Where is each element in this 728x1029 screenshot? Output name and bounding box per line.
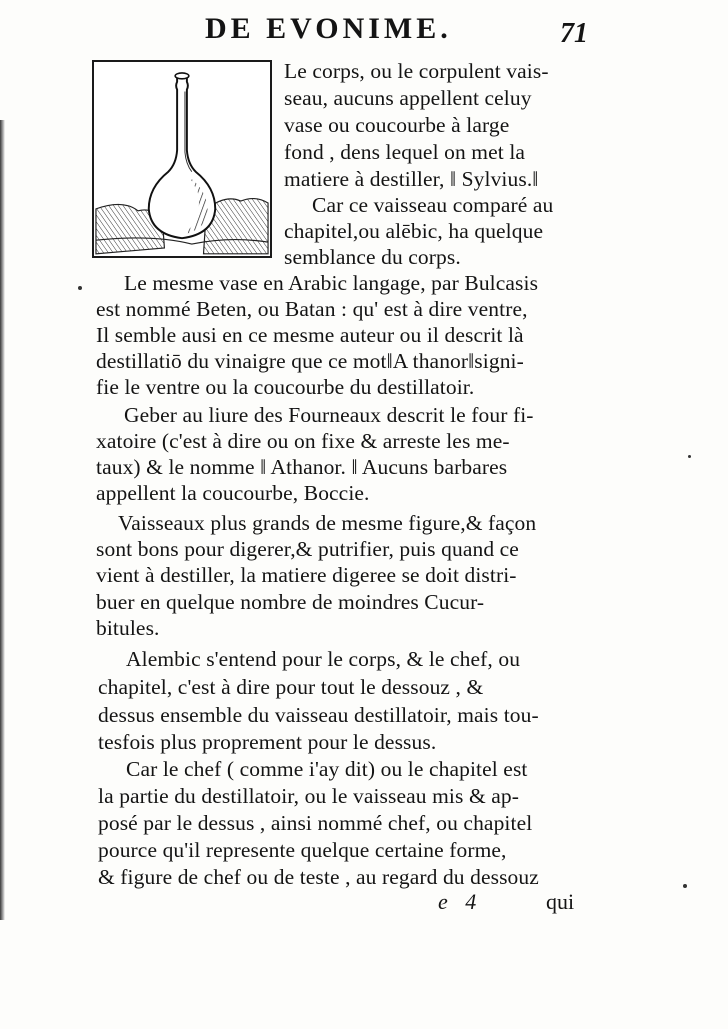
text-line: la partie du destillatoir, ou le vaisseau mis & ap- <box>98 784 519 808</box>
text-line: chapitel,ou alēbic, ha quelque <box>284 219 544 243</box>
text-line: buer en quelque nombre de moindres Cucur- <box>96 590 485 614</box>
text-line: fie le ventre ou la coucourbe du destillatoir. <box>96 375 475 399</box>
text-line: Alembic s'entend pour le corps, & le chef, ou <box>126 647 521 671</box>
text-line: matiere à destiller, ‖ Sylvius.‖ <box>284 167 539 191</box>
text-line: destillatiō du vinaigre que ce mot‖A thanor‖signi- <box>96 349 524 373</box>
text-line: est nommé Beten, ou Batan : qu' est à dire ventre, <box>96 297 528 321</box>
text-line: fond , dens lequel on met la <box>284 140 526 164</box>
flask-cucurbit-woodcut-icon <box>92 60 272 258</box>
text-line: seau, aucuns appellent celuy <box>284 86 532 110</box>
text-line: semblance du corps. <box>284 245 461 269</box>
text-line: sont bons pour digerer,& putrifier, puis quand ce <box>96 537 519 561</box>
text-line: dessus ensemble du vaisseau destillatoir, mais tou- <box>98 703 539 727</box>
text-line: xatoire (c'est à dire ou on fixe & arreste les me- <box>96 429 510 453</box>
text-line: Il semble ausi en ce mesme auteur ou il descrit là <box>96 323 524 347</box>
page-header <box>0 10 728 50</box>
text-line: Car le chef ( comme i'ay dit) ou le chapitel est <box>126 757 528 781</box>
text-line: appellent la coucourbe, Boccie. <box>96 481 370 505</box>
ink-speck <box>78 286 82 290</box>
page-edge-shadow <box>0 120 5 920</box>
text-line: bitules. <box>96 616 160 640</box>
text-line: Vaisseaux plus grands de mesme figure,& façon <box>118 511 537 535</box>
ink-speck <box>683 884 687 888</box>
text-line: tesfois plus proprement pour le dessus. <box>98 730 437 754</box>
text-line: Geber au liure des Fourneaux descrit le four fi- <box>124 403 534 427</box>
text-line: & figure de chef ou de teste , au regard du dessouz <box>98 865 539 889</box>
text-line: taux) & le nomme ‖ Athanor. ‖ Aucuns barbares <box>96 455 508 479</box>
catchword: qui <box>546 889 575 914</box>
text-line: Le corps, ou le corpulent vais- <box>284 59 549 83</box>
text-line: vase ou coucourbe à large <box>284 113 510 137</box>
text-line: chapitel, c'est à dire pour tout le dessouz , & <box>98 675 484 699</box>
page-number: 71 <box>560 18 588 49</box>
text-line: pource qu'il represente quelque certaine forme, <box>98 838 507 862</box>
running-title: DE EVONIME. <box>205 12 452 45</box>
text-line: vient à destiller, la matiere digeree se doit distri- <box>96 563 517 587</box>
text-line: Le mesme vase en Arabic langage, par Bulcasis <box>124 271 539 295</box>
signature-mark: e 4 <box>438 889 483 914</box>
text-line: Car ce vaisseau comparé au <box>312 193 554 217</box>
woodcut-illustration <box>94 62 270 256</box>
ink-speck <box>688 455 691 458</box>
text-line: posé par le dessus , ainsi nommé chef, ou chapitel <box>98 811 533 835</box>
